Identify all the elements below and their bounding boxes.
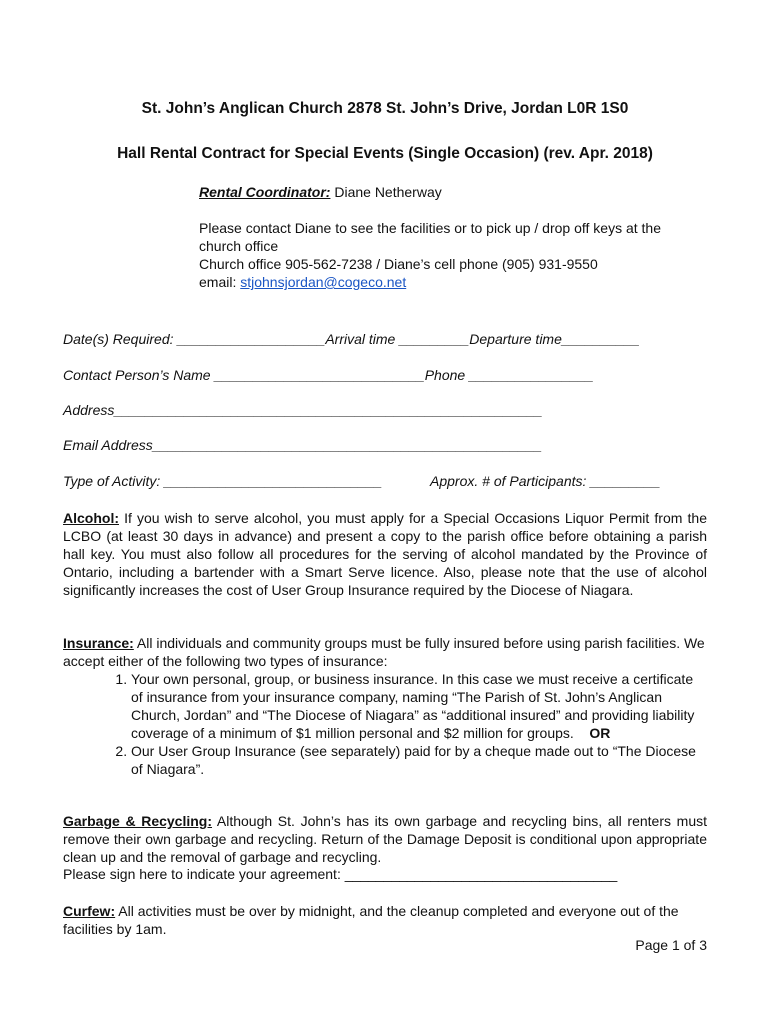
- alcohol-heading: Alcohol:: [63, 510, 119, 526]
- contact-text-2: church office: [199, 238, 279, 254]
- dates-field-line[interactable]: Date(s) Required: ___________________Arrival time _________Departure time__________: [63, 331, 640, 347]
- activity-type-field-line[interactable]: Type of Activity: ____________________________: [63, 473, 383, 489]
- curfew-section: [63, 902, 707, 938]
- page-number: Page 1 of 3: [635, 937, 707, 953]
- address-field-line[interactable]: Address_______________________________________________________: [63, 402, 543, 418]
- coordinator-contact: [199, 219, 661, 291]
- coordinator-name: Diane Netherway: [334, 184, 442, 200]
- insurance-text: All individuals and community groups must be fully insured before using parish facilities. We accept either of the following two types of insurance:: [63, 635, 705, 669]
- contact-person-field-line[interactable]: Contact Person’s Name ___________________________Phone ________________: [63, 367, 594, 383]
- or-text: OR: [589, 725, 611, 741]
- signature-line[interactable]: Please sign here to indicate your agreement: ___________________________________: [63, 866, 618, 882]
- alcohol-section: [63, 509, 707, 599]
- insurance-option-1: 1. Your own personal, group, or business insurance. In this case we must receive a certificate of insurance from your insurance company, naming “The Parish of St. John’s Anglican Church, Jordan” and “The Diocese of Niagara” as “additional insured” and providing liability coverage of a minimum of $1 million personal and $2 million for groups. OR: [131, 670, 707, 742]
- curfew-heading: Curfew:: [63, 903, 116, 919]
- contact-text-1: Please contact Diane to see the facilities or to pick up / drop off keys at the: [199, 220, 661, 236]
- curfew-text: All activities must be over by midnight, and the cleanup completed and everyone out of the facilities by 1am.: [63, 903, 679, 937]
- email-link[interactable]: stjohnsjordan@cogeco.net: [240, 274, 407, 290]
- coordinator-label: Rental Coordinator:: [199, 184, 331, 200]
- contact-phones: Church office 905-562-7238 / Diane’s cell phone (905) 931-9550: [199, 256, 598, 272]
- email-label: email:: [199, 274, 241, 290]
- insurance-section: [63, 634, 707, 778]
- church-address-title: St. John’s Anglican Church 2878 St. John’s Drive, Jordan L0R 1S0: [141, 100, 629, 117]
- garbage-section: [63, 812, 707, 866]
- garbage-text: Although St. John’s has its own garbage and recycling bins, all renters must remove their own garbage and recycling. Return of the Damage Deposit is conditional upon appropriate clean up and the removal of garbage and recycling.: [63, 813, 707, 865]
- email-field-line[interactable]: Email Address__________________________________________________: [63, 437, 543, 453]
- alcohol-text: If you wish to serve alcohol, you must apply for a Special Occasions Liquor Permit from the LCBO (at least 30 days in advance) and present a copy to the parish office before obtaining a parish hall key. You must also follow all procedures for the serving of alcohol mandated by the Province of Ontario, including a bartender with a Smart Serve licence. Also, please note that the use of alcohol significantly increases the cost of User Group Insurance required by the Diocese of Niagara.: [63, 510, 707, 598]
- insurance-heading: Insurance:: [63, 635, 134, 651]
- insurance-option-2: 2. Our User Group Insurance (see separately) paid for by a cheque made out to “The Diocese of Niagara”.: [131, 742, 707, 778]
- contact-email-line: [199, 273, 661, 291]
- insurance-intro: [63, 634, 707, 670]
- contract-title: Hall Rental Contract for Special Events (Single Occasion) (rev. Apr. 2018): [117, 145, 653, 162]
- garbage-heading: Garbage & Recycling:: [63, 813, 213, 829]
- insurance-options-list: [63, 670, 707, 778]
- coordinator-line: [199, 184, 442, 200]
- participants-field-line[interactable]: Approx. # of Participants: _________: [430, 473, 661, 489]
